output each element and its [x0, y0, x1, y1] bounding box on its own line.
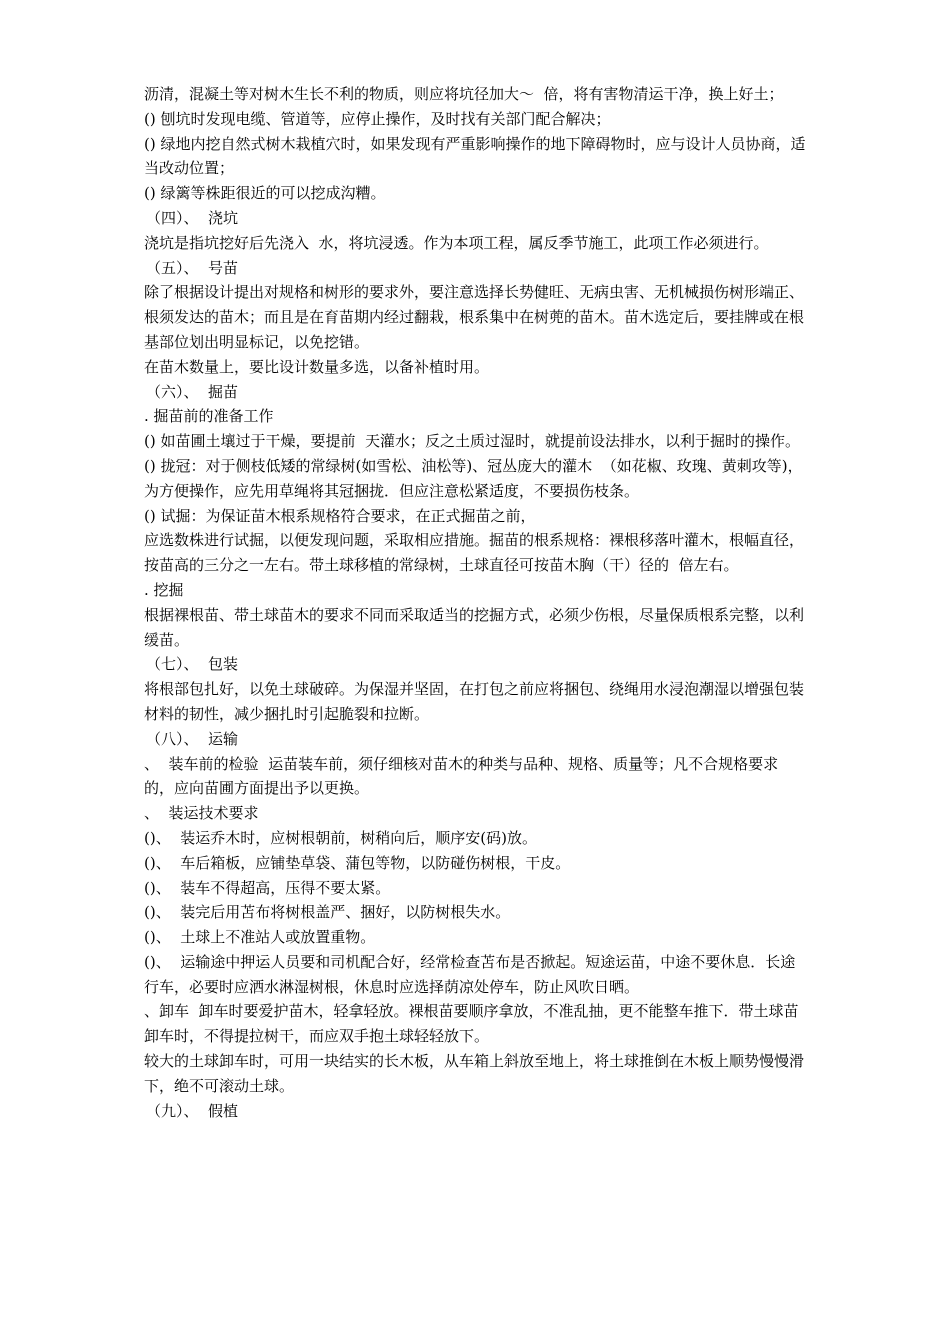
paragraph: () 拢冠：对于侧枝低矮的常绿树(如雪松、油松等)、冠丛庞大的灌木 （如花椒、玫瑰、黄刺攻等)，为方便操作，应先用草绳将其冠捆拢．但应注意松紧适度，不要损伤枝条。 [144, 456, 803, 500]
section-heading: （八）、 运输 [146, 729, 239, 748]
paragraph: 将根部包扎好，以免土球破碎。为保湿并坚固，在打包之前应将捆包、绕绳用水浸泡潮湿以增强包装材料的韧性，减少捆扎时引起脆裂和拉断。 [144, 680, 805, 723]
paragraph: 应选数株进行试掘，以便发现问题，采取相应措施。掘苗的根系规格：裸根移落叶灌木，根幅直径，按苗高的三分之一左右。带土球移植的常绿树，土球直径可按苗木胸（干）径的 倍左右。 [144, 531, 805, 575]
paragraph: () 绿地内挖自然式树木栽植穴时，如果发现有严重影响操作的地下障碍物时，应与设计人员协商，适当改动位置； [144, 134, 806, 178]
paragraph: 、卸车 卸车时要爱护苗木，轻拿轻放。裸根苗要顺序拿放，不准乱抽，更不能整车推下．带土球苗卸车时，不得提拉树干，而应双手抱土球轻轻放下。 [144, 1002, 799, 1046]
paragraph: 除了根据设计提出对规格和树形的要求外，要注意选择长势健旺、无病虫害、无机械损伤树形端正、根须发达的苗木；而且是在育苗期内经过翻栽，根系集中在树蔸的苗木。苗木选定后，要挂牌或在根基部位划出明显标记，以免挖错。 [144, 283, 805, 351]
paragraph: ()、 装完后用苫布将树根盖严、捆好，以防树根失水。 [144, 903, 511, 922]
section-heading: （六）、 掘苗 [146, 382, 239, 401]
paragraph: ()、 运输途中押运人员要和司机配合好，经常检查苫布是否掀起。短途运苗，中途不要休息．长途行车，必要时应洒水淋湿树根，休息时应选择荫凉处停车，防止风吹日晒。 [144, 952, 796, 996]
paragraph: 在苗木数量上，要比设计数量多选，以备补植时用。 [144, 357, 490, 376]
paragraph: 沥清，混凝土等对树木生长不利的物质，则应将坑径加大～ 倍，将有害物清运干净，换上好土； [144, 85, 784, 103]
paragraph: 根据裸根苗、带土球苗木的要求不同而采取适当的挖掘方式，必须少伤根，尽量保质根系完整，以利缓苗。 [144, 605, 805, 649]
paragraph: ()、 装车不得超高，压得不要太紧。 [144, 878, 391, 897]
document-body [144, 82, 808, 1123]
paragraph: . 掘苗前的准备工作 [144, 407, 274, 426]
paragraph: . 挖掘 [144, 580, 184, 599]
paragraph: ()、 土球上不准站人或放置重物。 [144, 928, 376, 947]
paragraph: () 绿篱等株距很近的可以挖成沟糟。 [144, 184, 386, 203]
section-heading: （九）、 假植 [146, 1101, 239, 1120]
paragraph: ()、 装运乔木时，应树根朝前，树稍向后，顺序安(码)放。 [144, 828, 537, 847]
paragraph: 浇坑是指坑挖好后先浇入 水，将坑浸透。作为本项工程，属反季节施工，此项工作必须进行。 [144, 233, 769, 252]
paragraph: 、 装车前的检验 运苗装车前，须仔细核对苗木的种类与品种、规格、质量等；凡不合规格要求的，应向苗圃方面提出予以更换。 [144, 754, 779, 798]
section-heading: （七）、 包装 [146, 655, 239, 674]
paragraph: 较大的土球卸车时，可用一块结实的长木板，从车箱上斜放至地上，将土球推倒在木板上顺势慢慢滑下，绝不可滚动土球。 [144, 1052, 805, 1095]
paragraph: () 试掘：为保证苗木根系规格符合要求，在正式掘苗之前， [144, 506, 536, 525]
paragraph: () 刨坑时发现电缆、管道等，应停止操作，及时找有关部门配合解决； [144, 109, 611, 128]
section-heading: （四）、 浇坑 [146, 208, 239, 227]
section-heading: （五）、 号苗 [146, 258, 239, 277]
paragraph: () 如苗圃土壤过于干燥，要提前 天灌水；反之土质过湿时，就提前设法排水，以利于掘时的操作。 [144, 432, 801, 451]
paragraph: 、 装运技术要求 [144, 804, 259, 823]
paragraph: ()、 车后箱板，应铺垫草袋、蒲包等物，以防碰伤树根，干皮。 [144, 853, 571, 872]
